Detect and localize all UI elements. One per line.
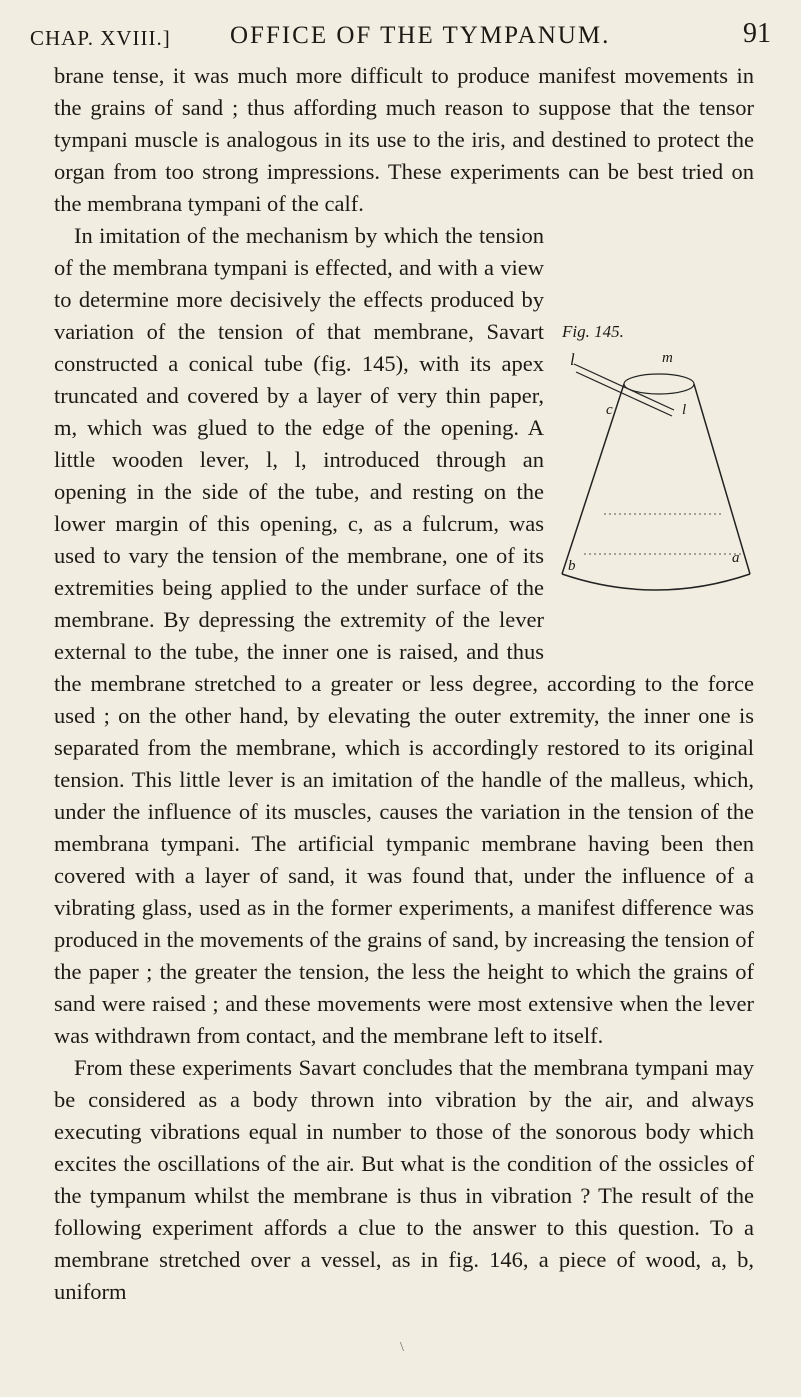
label-a: a <box>732 550 740 566</box>
stray-mark: \ <box>400 1340 404 1355</box>
label-l-inner: l <box>682 402 687 418</box>
paragraph-1: brane tense, it was much more difficult to produce manifest movements in the grains of sand ; thus affording much reason to suppose that the tensor tympani muscle is analogous in its use to the iris, and destined to protect the organ from too strong impressions. These experiments can be best tried on the membrana tympani of the calf. <box>54 63 754 216</box>
figure-145 <box>554 316 754 660</box>
label-m: m <box>662 350 673 366</box>
body-text <box>54 60 754 1308</box>
paragraph-3: From these experiments Savart concludes that the membrana tympani may be considered as a body thrown into vibration by the air, and always executing vibrations equal in number to those of the sonorous body which excites the oscillations of the air. But what is the condition of the ossicles of the tympanum whilst the membrane is thus in vibration ? The result of the following experiment affords a clue to the answer to this question. To a membrane stretched over a vessel, as in fig. 146, a piece of wood, a, b, uniform <box>54 1055 754 1304</box>
figure-caption: Fig. 145. <box>562 322 624 341</box>
label-l-top: l <box>570 350 575 369</box>
running-title: OFFICE OF THE TYMPANUM. <box>230 22 611 49</box>
conical-tube-diagram <box>554 344 754 664</box>
chapter-label: CHAP. XVIII.] <box>30 26 171 50</box>
paragraph-2: In imitation of the mechanism by which the tension of the membrana tympani is effected, and with a view to determine more decisively the effects produced by variation of the tension of that membrane, Savart constructed a conical tube (fig. 145), with its apex truncated and covered by a layer of very thin paper, m, which was glued to the edge of the opening. A little wooden lever, l, l, introduced through an opening in the side of the tube, and resting on the lower margin of this opening, c, as a fulcrum, was used to vary the tension of the membrane, one of its extremities being applied to the under surface of the membrane. By depressing the extremity of the lever external to the tube, the inner one is raised, and thus the membrane stretched to a greater or less degree, according to the force used ; on the other hand, by elevating the outer extremity, the inner one is separated from the membrane, which is accordingly restored to its original tension. This little lever is an imitation of the handle of the malleus, which, under the influence of its muscles, causes the variation in the tension of the membrana tympani. The artificial tympanic membrane having been then covered with a layer of sand, it was found that, under the influence of a vibrating glass, used as in the former experiments, a manifest difference was produced in the movements of the grains of sand, by increasing the tension of the paper ; the greater the tension, the less the height to which the grains of sand were raised ; and these movements were most extensive when the lever was withdrawn from contact, and the membrane left to itself. <box>54 223 754 1048</box>
running-header <box>30 14 771 54</box>
page-number: 91 <box>743 18 771 49</box>
label-c: c <box>606 402 613 418</box>
label-b: b <box>568 558 576 574</box>
